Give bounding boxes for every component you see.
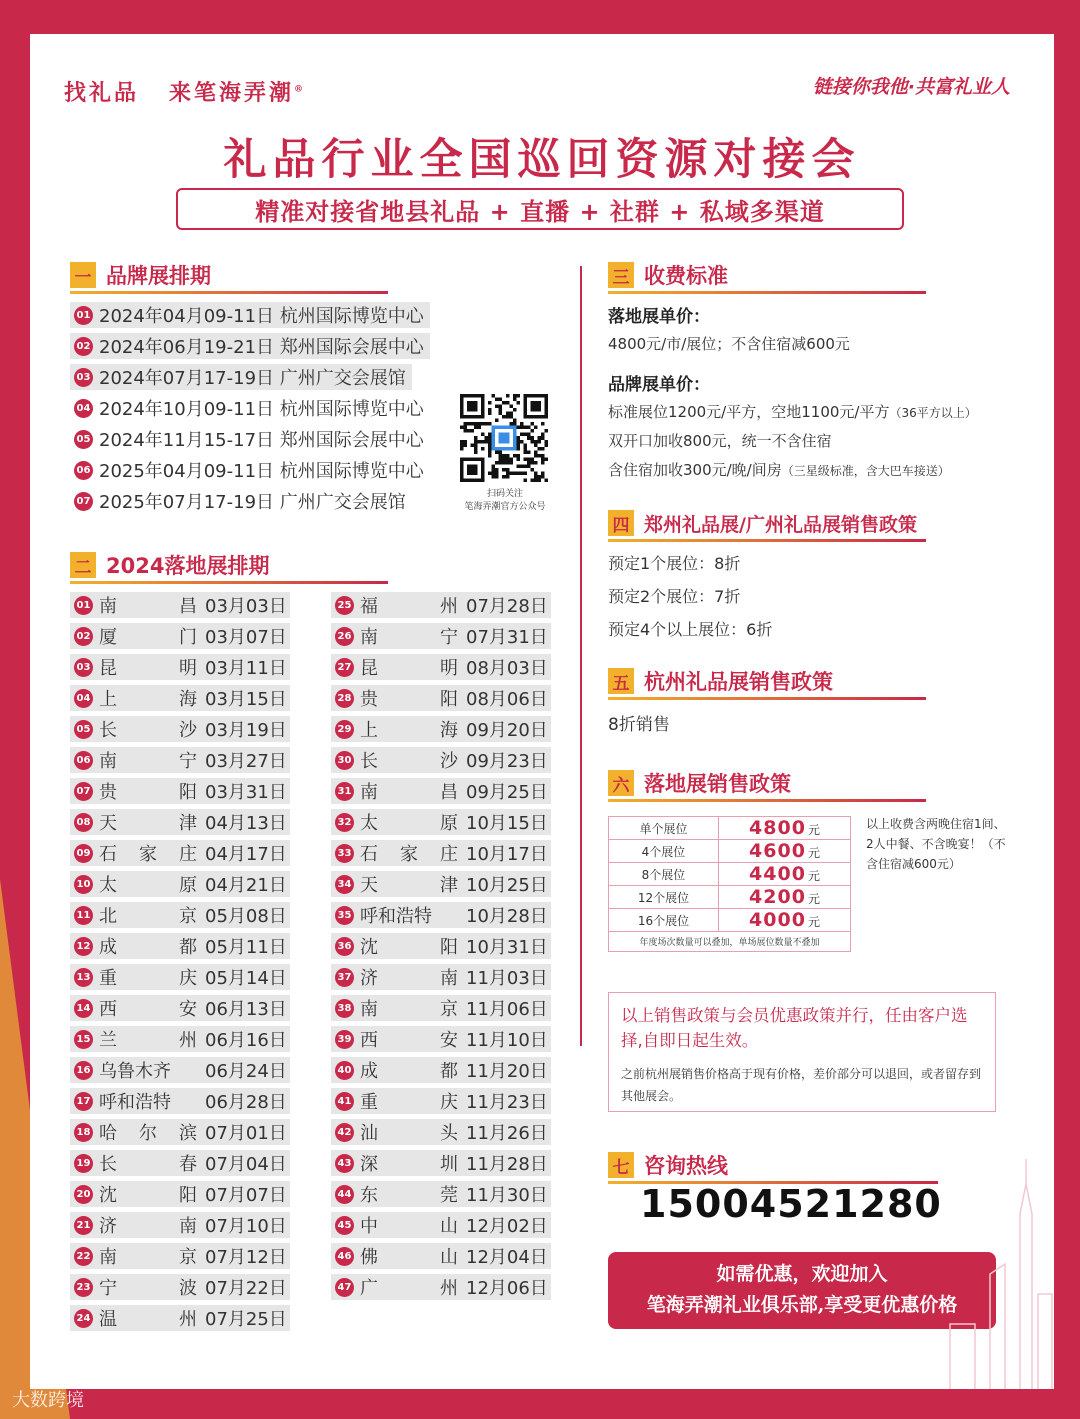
- city-name: 佛 山: [360, 1247, 458, 1268]
- section-number: 二: [70, 552, 96, 578]
- policy-notice-detail: 之前杭州展销售价格高于现有价格，差价部分可以退回，或者留存到其他展会。: [621, 1067, 982, 1103]
- row-number-badge: 46: [335, 1247, 354, 1266]
- city-name: 深 圳: [360, 1154, 458, 1175]
- local-schedule-row: [331, 809, 551, 835]
- local-schedule-row: [331, 1119, 551, 1145]
- brand-price-line1-note: （36平方以上）: [889, 406, 977, 420]
- local-schedule-row: [331, 902, 551, 928]
- section-number: 六: [608, 770, 634, 796]
- row-number-badge: 32: [335, 813, 354, 832]
- section-title: 收费标准: [644, 264, 728, 288]
- row-number-badge: 02: [74, 337, 93, 356]
- zz-gz-policy-item: 预定1个展位：8折: [608, 554, 741, 573]
- row-number-badge: 08: [74, 813, 93, 832]
- brand-schedule-text: 2024年10月09-11日 杭州国际博览中心: [99, 399, 424, 420]
- event-date: 05月11日: [205, 937, 287, 958]
- row-number-badge: 06: [74, 461, 93, 480]
- city-name: 济 南: [360, 968, 458, 989]
- local-schedule-row: [70, 685, 290, 711]
- city-name: 汕 头: [360, 1123, 458, 1144]
- row-number-badge: 27: [335, 658, 354, 677]
- event-date: 11月10日: [466, 1030, 548, 1051]
- event-date: 03月15日: [205, 689, 287, 710]
- event-date: 07月10日: [205, 1216, 287, 1237]
- local-schedule-row: [331, 1243, 551, 1269]
- city-name: 兰 州: [99, 1030, 197, 1051]
- section-title: 咨询热线: [644, 1154, 728, 1178]
- event-date: 11月28日: [466, 1154, 548, 1175]
- qr-caption-line2: 笔海弄潮官方公众号: [464, 502, 546, 512]
- event-date: 11月06日: [466, 999, 548, 1020]
- city-name: 温 州: [99, 1309, 197, 1330]
- watermark: 大数跨境: [12, 1390, 84, 1411]
- event-date: 03月31日: [205, 782, 287, 803]
- city-name: 太 原: [99, 875, 197, 896]
- brand-schedule-row: [70, 457, 430, 483]
- hz-policy-text: 8折销售: [608, 715, 670, 735]
- row-number-badge: 07: [74, 782, 93, 801]
- row-number-badge: 38: [335, 999, 354, 1018]
- row-number-badge: 05: [74, 430, 93, 449]
- row-number-badge: 13: [74, 968, 93, 987]
- row-number-badge: 09: [74, 844, 93, 863]
- row-number-badge: 43: [335, 1154, 354, 1173]
- section-brand-schedule-header: [70, 260, 388, 290]
- city-name: 昆 明: [99, 658, 197, 679]
- price-row-label: 8个展位: [609, 863, 719, 886]
- price-amount: 4000: [749, 909, 806, 931]
- row-number-badge: 11: [74, 906, 93, 925]
- event-date: 09月25日: [466, 782, 548, 803]
- local-schedule-row: [331, 685, 551, 711]
- local-schedule-row: [331, 592, 551, 618]
- section-underline: [608, 697, 926, 700]
- column-divider: [580, 266, 582, 1046]
- local-schedule-row: [70, 747, 290, 773]
- slogan-left-a: 找礼品: [64, 80, 140, 106]
- row-number-badge: 03: [74, 368, 93, 387]
- city-name: 宁 波: [99, 1278, 197, 1299]
- section-hotline-header: [608, 1150, 938, 1180]
- local-schedule-row: [331, 1150, 551, 1176]
- brand-schedule-row: [70, 333, 430, 359]
- city-name: 长 沙: [99, 720, 197, 741]
- row-number-badge: 20: [74, 1185, 93, 1204]
- local-schedule-row: [70, 964, 290, 990]
- local-price-label: 落地展单价：: [608, 307, 710, 327]
- event-date: 11月30日: [466, 1185, 548, 1206]
- city-name: 呼和浩特: [360, 906, 432, 927]
- row-number-badge: 12: [74, 937, 93, 956]
- city-name: 天 津: [99, 813, 197, 834]
- price-unit: 元: [807, 915, 820, 929]
- city-name: 昆 明: [360, 658, 458, 679]
- price-row: [609, 886, 851, 909]
- event-date: 12月04日: [466, 1247, 548, 1268]
- local-schedule-row: [70, 1088, 290, 1114]
- brand-price-line1: [608, 401, 977, 422]
- city-name: 成 都: [99, 937, 197, 958]
- price-row-value: [719, 817, 851, 840]
- registered-mark: ®: [294, 84, 307, 95]
- brand-schedule-text: 2024年11月15-17日 郑州国际会展中心: [99, 430, 424, 451]
- city-name: 福 州: [360, 596, 458, 617]
- section-number: 一: [70, 262, 96, 288]
- city-name: 南 京: [99, 1247, 197, 1268]
- row-number-badge: 05: [74, 720, 93, 739]
- cta-line2: 笔海弄潮礼业俱乐部,享受更优惠价格: [646, 1294, 958, 1316]
- local-schedule-row: [331, 623, 551, 649]
- row-number-badge: 30: [335, 751, 354, 770]
- city-name: 西 安: [360, 1030, 458, 1051]
- section-zz-gz-policy-header: [608, 508, 926, 538]
- price-row-value: [719, 886, 851, 909]
- event-date: 06月13日: [205, 999, 287, 1020]
- row-number-badge: 34: [335, 875, 354, 894]
- slogan-right: 链接你我他·共富礼业人: [812, 76, 1010, 98]
- event-date: 07月01日: [205, 1123, 287, 1144]
- event-date: 03月03日: [205, 596, 287, 617]
- brand-price-line3: [608, 459, 950, 480]
- event-date: 11月20日: [466, 1061, 548, 1082]
- section-title: 郑州礼品展/广州礼品展销售政策: [644, 513, 917, 536]
- event-date: 07月12日: [205, 1247, 287, 1268]
- row-number-badge: 28: [335, 689, 354, 708]
- event-date: 07月07日: [205, 1185, 287, 1206]
- row-number-badge: 24: [74, 1309, 93, 1328]
- city-name: 东 莞: [360, 1185, 458, 1206]
- price-unit: 元: [807, 892, 820, 906]
- local-schedule-row: [70, 1026, 290, 1052]
- section-number: 七: [608, 1152, 634, 1178]
- event-date: 05月08日: [205, 906, 287, 927]
- row-number-badge: 42: [335, 1123, 354, 1142]
- local-schedule-row: [331, 1026, 551, 1052]
- local-schedule-row: [70, 809, 290, 835]
- price-row: [609, 909, 851, 932]
- main-title: 礼品行业全国巡回资源对接会: [223, 135, 861, 185]
- policy-notice-box: [608, 992, 996, 1112]
- price-amount: 4600: [749, 840, 806, 862]
- local-schedule-row: [70, 902, 290, 928]
- price-row-label: 16个展位: [609, 909, 719, 932]
- hotline-number[interactable]: 15004521280: [640, 1182, 942, 1226]
- event-date: 03月27日: [205, 751, 287, 772]
- price-row-label: 单个展位: [609, 817, 719, 840]
- city-name: 沈 阳: [99, 1185, 197, 1206]
- city-name: 长 沙: [360, 751, 458, 772]
- event-date: 07月25日: [205, 1309, 287, 1330]
- local-schedule-row: [331, 1274, 551, 1300]
- local-schedule-row: [331, 778, 551, 804]
- local-schedule-row: [331, 1088, 551, 1114]
- brand-schedule-row: [70, 395, 430, 421]
- brand-price-label: 品牌展单价：: [608, 375, 710, 395]
- local-schedule-row: [70, 1212, 290, 1238]
- price-row: [609, 840, 851, 863]
- brand-schedule-text: 2024年06月19-21日 郑州国际会展中心: [99, 337, 424, 358]
- row-number-badge: 23: [74, 1278, 93, 1297]
- local-schedule-row: [70, 871, 290, 897]
- row-number-badge: 45: [335, 1216, 354, 1235]
- row-number-badge: 22: [74, 1247, 93, 1266]
- event-date: 10月15日: [466, 813, 548, 834]
- city-name: 南 昌: [360, 782, 458, 803]
- section-title: 杭州礼品展销售政策: [644, 670, 833, 694]
- row-number-badge: 14: [74, 999, 93, 1018]
- section-local-policy-header: [608, 768, 926, 798]
- brand-schedule-text: 2025年07月17-19日 广州广交会展馆: [99, 492, 406, 513]
- city-name: 哈 尔 滨: [99, 1123, 197, 1144]
- price-amount: 4400: [749, 863, 806, 885]
- event-date: 10月28日: [466, 906, 548, 927]
- row-number-badge: 33: [335, 844, 354, 863]
- row-number-badge: 10: [74, 875, 93, 894]
- row-number-badge: 07: [74, 492, 93, 511]
- local-price-text: 4800元/市/展位；不含住宿减600元: [608, 335, 850, 353]
- event-date: 11月23日: [466, 1092, 548, 1113]
- event-date: 04月21日: [205, 875, 287, 896]
- row-number-badge: 06: [74, 751, 93, 770]
- event-date: 04月17日: [205, 844, 287, 865]
- section-number: 五: [608, 668, 634, 694]
- city-name: 广 州: [360, 1278, 458, 1299]
- local-schedule-row: [70, 1150, 290, 1176]
- event-date: 10月25日: [466, 875, 548, 896]
- local-schedule-row: [331, 716, 551, 742]
- city-name: 南 昌: [99, 596, 197, 617]
- zz-gz-policy-item: 预定4个以上展位：6折: [608, 620, 773, 639]
- brand-schedule-row: [70, 426, 430, 452]
- row-number-badge: 31: [335, 782, 354, 801]
- price-row-value: [719, 909, 851, 932]
- city-name: 上 海: [99, 689, 197, 710]
- brand-price-line3-note: （三星级标准，含大巴车接送）: [781, 464, 950, 478]
- city-name: 石 家 庄: [360, 844, 458, 865]
- city-name: 天 津: [360, 875, 458, 896]
- brand-schedule-row: [70, 302, 430, 328]
- city-name: 中 山: [360, 1216, 458, 1237]
- city-name: 南 京: [360, 999, 458, 1020]
- local-schedule-row: [70, 1119, 290, 1145]
- event-date: 03月07日: [205, 627, 287, 648]
- section-local-schedule-header: [70, 550, 388, 580]
- row-number-badge: 21: [74, 1216, 93, 1235]
- row-number-badge: 01: [74, 306, 93, 325]
- local-schedule-row: [331, 654, 551, 680]
- event-date: 12月02日: [466, 1216, 548, 1237]
- row-number-badge: 37: [335, 968, 354, 987]
- event-date: 08月06日: [466, 689, 548, 710]
- row-number-badge: 25: [335, 596, 354, 615]
- price-unit: 元: [807, 846, 820, 860]
- zz-gz-policy-item: 预定2个展位：7折: [608, 587, 741, 606]
- city-skyline-decoration: [930, 1154, 1054, 1389]
- city-name: 太 原: [360, 813, 458, 834]
- row-number-badge: 29: [335, 720, 354, 739]
- event-date: 07月31日: [466, 627, 548, 648]
- local-schedule-row: [331, 871, 551, 897]
- row-number-badge: 03: [74, 658, 93, 677]
- row-number-badge: 15: [74, 1030, 93, 1049]
- brand-price-line3-text: 含住宿加收300元/晚/间房: [608, 461, 782, 479]
- row-number-badge: 18: [74, 1123, 93, 1142]
- local-schedule-row: [70, 654, 290, 680]
- qr-code-icon: [460, 394, 548, 482]
- row-number-badge: 26: [335, 627, 354, 646]
- qr-caption: [450, 488, 560, 514]
- local-schedule-row: [331, 1057, 551, 1083]
- price-side-note: 以上收费含两晚住宿1间、2人中餐、不含晚宴！（不含住宿减600元）: [866, 817, 1006, 871]
- event-date: 07月28日: [466, 596, 548, 617]
- local-schedule-row: [70, 592, 290, 618]
- city-name: 上 海: [360, 720, 458, 741]
- subtitle: 精准对接省地县礼品 + 直播 + 社群 + 私域多渠道: [176, 188, 904, 230]
- section-number: 三: [608, 262, 634, 288]
- city-name: 贵 阳: [360, 689, 458, 710]
- row-number-badge: 41: [335, 1092, 354, 1111]
- city-name: 长 春: [99, 1154, 197, 1175]
- event-date: 03月11日: [205, 658, 287, 679]
- local-schedule-row: [70, 623, 290, 649]
- section-fees-header: [608, 260, 926, 290]
- city-name: 南 宁: [360, 627, 458, 648]
- price-unit: 元: [807, 823, 820, 837]
- row-number-badge: 35: [335, 906, 354, 925]
- row-number-badge: 39: [335, 1030, 354, 1049]
- row-number-badge: 36: [335, 937, 354, 956]
- city-name: 重 庆: [99, 968, 197, 989]
- slogan-left-b: 来笔海弄潮: [169, 80, 295, 106]
- row-number-badge: 02: [74, 627, 93, 646]
- section-title: 落地展销售政策: [644, 772, 791, 796]
- slogan-left: [64, 76, 306, 107]
- city-name: 西 安: [99, 999, 197, 1020]
- row-number-badge: 01: [74, 596, 93, 615]
- local-schedule-row: [70, 840, 290, 866]
- local-schedule-row: [331, 933, 551, 959]
- event-date: 06月16日: [205, 1030, 287, 1051]
- row-number-badge: 19: [74, 1154, 93, 1173]
- city-name: 贵 阳: [99, 782, 197, 803]
- local-schedule-row: [331, 1181, 551, 1207]
- city-name: 厦 门: [99, 627, 197, 648]
- city-name: 沈 阳: [360, 937, 458, 958]
- city-name: 北 京: [99, 906, 197, 927]
- row-number-badge: 47: [335, 1278, 354, 1297]
- event-date: 09月20日: [466, 720, 548, 741]
- section-number: 四: [608, 510, 634, 536]
- brand-schedule-text: 2024年07月17-19日 广州广交会展馆: [99, 368, 406, 389]
- price-amount: 4200: [749, 886, 806, 908]
- local-schedule-row: [70, 1181, 290, 1207]
- event-date: 03月19日: [205, 720, 287, 741]
- section-underline: [70, 581, 388, 584]
- row-number-badge: 17: [74, 1092, 93, 1111]
- brand-schedule-text: 2025年04月09-11日 杭州国际博览中心: [99, 461, 424, 482]
- event-date: 11月03日: [466, 968, 548, 989]
- event-date: 09月23日: [466, 751, 548, 772]
- local-schedule-row: [70, 1305, 290, 1331]
- brand-schedule-text: 2024年04月09-11日 杭州国际博览中心: [99, 306, 424, 327]
- price-row-label: 12个展位: [609, 886, 719, 909]
- brand-price-line2: 双开口加收800元，统一不含住宿: [608, 432, 832, 450]
- section-hz-policy-header: [608, 666, 926, 696]
- event-date: 10月31日: [466, 937, 548, 958]
- local-schedule-row: [70, 933, 290, 959]
- city-name: 呼和浩特: [99, 1092, 171, 1113]
- event-date: 05月14日: [205, 968, 287, 989]
- event-date: 12月06日: [466, 1278, 548, 1299]
- section-underline: [70, 291, 388, 294]
- price-row-value: [719, 840, 851, 863]
- local-schedule-row: [331, 995, 551, 1021]
- event-date: 08月03日: [466, 658, 548, 679]
- event-date: 10月17日: [466, 844, 548, 865]
- price-amount: 4800: [749, 817, 806, 839]
- cta-line1: 如需优惠，欢迎加入: [716, 1263, 888, 1285]
- brand-schedule-row: [70, 364, 412, 390]
- local-schedule-row: [331, 747, 551, 773]
- event-date: 06月28日: [205, 1092, 287, 1113]
- brand-price-line1-text: 标准展位1200元/平方，空地1100元/平方: [608, 403, 890, 421]
- event-date: 07月22日: [205, 1278, 287, 1299]
- local-schedule-row: [70, 1274, 290, 1300]
- local-schedule-row: [70, 716, 290, 742]
- price-unit: 元: [807, 869, 820, 883]
- event-date: 11月26日: [466, 1123, 548, 1144]
- price-row-value: [719, 863, 851, 886]
- price-row: [609, 863, 851, 886]
- city-name: 成 都: [360, 1061, 458, 1082]
- local-schedule-row: [70, 778, 290, 804]
- price-row-label: 4个展位: [609, 840, 719, 863]
- section-underline: [608, 539, 926, 542]
- row-number-badge: 40: [335, 1061, 354, 1080]
- local-schedule-row: [331, 840, 551, 866]
- row-number-badge: 44: [335, 1185, 354, 1204]
- event-date: 07月04日: [205, 1154, 287, 1175]
- city-name: 济 南: [99, 1216, 197, 1237]
- qr-caption-line1: 扫码关注: [486, 489, 523, 499]
- price-table-note: 年度场次数量可以叠加，单场展位数量不叠加: [609, 932, 851, 952]
- row-number-badge: 16: [74, 1061, 93, 1080]
- city-name: 乌鲁木齐: [99, 1061, 171, 1082]
- row-number-badge: 04: [74, 399, 93, 418]
- event-date: 06月24日: [205, 1061, 287, 1082]
- row-number-badge: 04: [74, 689, 93, 708]
- local-schedule-row: [70, 1057, 290, 1083]
- local-schedule-row: [70, 1243, 290, 1269]
- poster-card: [30, 34, 1054, 1389]
- section-title: 品牌展排期: [106, 264, 211, 288]
- local-schedule-row: [331, 1212, 551, 1238]
- policy-notice-main: 以上销售政策与会员优惠政策并行，任由客户选择,自即日起生效。: [621, 1006, 968, 1050]
- local-schedule-row: [70, 995, 290, 1021]
- brand-schedule-row: [70, 488, 412, 514]
- section-title: 2024落地展排期: [106, 554, 270, 578]
- event-date: 04月13日: [205, 813, 287, 834]
- city-name: 石 家 庄: [99, 844, 197, 865]
- city-name: 重 庆: [360, 1092, 458, 1113]
- local-schedule-row: [331, 964, 551, 990]
- local-price-table: [608, 816, 851, 952]
- section-underline: [608, 291, 926, 294]
- city-name: 南 宁: [99, 751, 197, 772]
- section-underline: [608, 799, 926, 802]
- price-row: [609, 817, 851, 840]
